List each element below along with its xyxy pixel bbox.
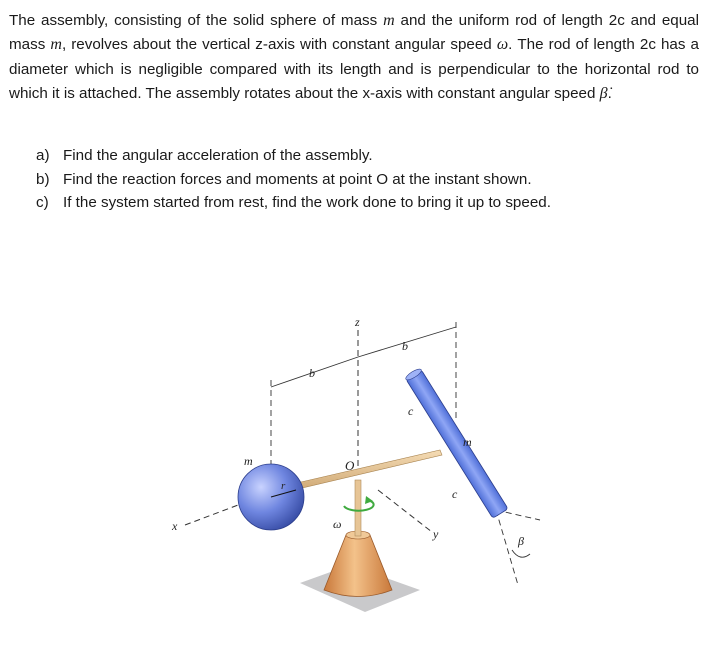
assembly-figure (160, 300, 560, 630)
math-omega: ω (496, 36, 509, 54)
base-cone (324, 535, 392, 597)
question-label: a) (36, 147, 50, 164)
label-r: r (281, 480, 286, 492)
y-axis (378, 490, 432, 532)
label-O: O (345, 458, 355, 473)
question-list (36, 144, 551, 215)
beta-arc (512, 550, 530, 557)
math-beta-dot: β̇ (599, 84, 608, 102)
text-part: The assembly, consisting of the solid sphere of mass (9, 12, 384, 29)
text-part: . (607, 84, 612, 102)
text-part: , revolves about the vertical z-axis with constant angular speed (61, 36, 497, 54)
question-a (36, 144, 551, 168)
label-m-sphere: m (244, 454, 253, 468)
label-x: x (172, 519, 178, 533)
question-label: c) (36, 194, 49, 211)
label-beta: β (518, 534, 524, 548)
label-c-lower: c (452, 487, 458, 501)
question-b (36, 168, 551, 192)
math-m: m (383, 12, 395, 29)
text-part: and the uniform rod of length 2c and equal mass (9, 12, 699, 54)
label-omega: ω (333, 517, 342, 531)
beta-reference-vertical (496, 510, 518, 585)
question-text: Find the angular acceleration of the assembly. (63, 147, 373, 164)
label-m-rod: m (463, 435, 472, 449)
problem-statement (9, 9, 699, 106)
label-b-right: b (402, 339, 408, 353)
vertical-shaft (355, 480, 361, 536)
label-y: y (433, 527, 439, 541)
math-m: m (50, 36, 62, 54)
question-label: b) (36, 170, 50, 188)
question-text: Find the reaction forces and moments at point O at the instant shown. (63, 170, 532, 188)
text-part: . The rod of length 2c has a diameter which is negligible compared with its length and is perpendicular to the horizontal rod to which it is attached. The assembly rotates about the x-axis with constant angular speed (9, 36, 699, 102)
label-b-left: b (309, 366, 315, 380)
question-text: If the system started from rest, find the work done to bring it up to speed. (63, 194, 551, 211)
question-c (36, 191, 551, 215)
label-c-upper: c (408, 404, 414, 418)
label-z: z (355, 315, 360, 329)
